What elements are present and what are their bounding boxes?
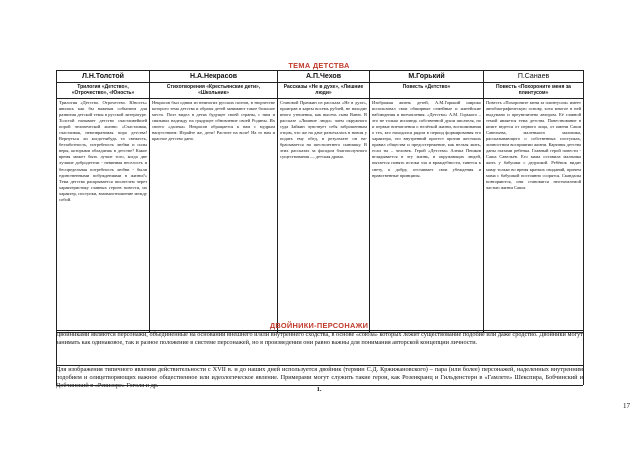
- author-chekhov: А.П.Чехов: [278, 71, 370, 83]
- work-chekhov: Рассказы «Не в духе», «Лишние люди»: [278, 83, 370, 99]
- list-number: 1.: [316, 386, 322, 393]
- doubles-heading: ДВОЙНИКИ-ПЕРСОНАЖИ: [269, 321, 369, 330]
- description-sanaev: Повесть «Похороните меня за плинтусом» имеет автобиографическую основу, хотя многое в ней выдумано и преувеличено автором. Её главной темой является тема детства. Повествование в книге ведется от первого лица, от имени Саши Савельева, маленького мальчика, рассказывающего о собственных поступках, личностном восприятии жизни. Картины детства даны глазами ребенка. Главный герой повести - Саша Савельев. Его мама оставила мальчика жить у бабушки с дедушкой. Ребёнок видит маму только во время кратких свиданий, причем мама с бабушкой постоянно ссорятся. Скандалы повторяются, они становятся неотъемлемой частью жизни Саши.: [484, 99, 584, 333]
- work-nekrasov: Стихотворения «Крестьянские дети», «Школьник»: [150, 83, 278, 99]
- author-nekrasov: Н.А.Некрасов: [150, 71, 278, 83]
- doubles-example-paragraph: Для изображения типичного явления действительности с XVII в. и до наших дней используется двойник (термин С.Д. Кржижановского) – пара (или более) персонажей, наделенных внутренним подобием и олицетворяющих важное общественное или идеологическое явление. Примерами могут служить такие герои, как Розенкранц и Гильденстерн в «Гамлете» Шекспира, Бобчинский и Добчинский в «Ревизоре» Гоголя и др.: [56, 366, 583, 390]
- descriptions-row: [57, 99, 584, 333]
- divider: [583, 330, 584, 385]
- author-sanaev: П.Санаев: [484, 71, 584, 83]
- work-sanaev: Повесть «Похороните меня за плинтусом»: [484, 83, 584, 99]
- author-tolstoy: Л.Н.Толстой: [57, 71, 150, 83]
- works-row: [57, 83, 584, 99]
- description-tolstoy: Трилогия «Детство. Отрочество. Юность» явилась как бы важным событием для развития детской темы в русской литературе. Толстой называет детство счастливейшей порой человеческой жизни: «Счастливая, счастливая, невозвратимая пора детства! Вернуться ли когда-нибудь та свежесть, беззаботность, потребность любви и силы веры, которыми обладаешь в детстве? Какое время может быть лучше того, когда две лучшие добродетели - невинная веселость и беспредельная потребность любви - были единственными побуждениями в жизни?» Тема детства раскрывается писателем через характеристику главных героев повести, их характер, поступки, взаимоотношение между собой.: [57, 99, 150, 333]
- work-tolstoy: Трилогия «Детство», «Отрочество», «Юность»: [57, 83, 150, 99]
- description-gorky: Изображая жизнь детей, А.М.Горький широко использовал свои обширные семейные и житейские наблюдения и впечатления. «Детство» А.М. Горького – это не только исповедь собственной души писателя, но и первые впечатления о нелёгкой жизни, воспоминания о тех, кто находился рядом в период формирования его характера, это внутренний протест против жестоких правил общества и предостережение, как нельзя жить, если ты – человек. Герой «Детства» Алеша Пешков вглядывается в эту жизнь, в окружающих людей, пытается понять истоки зла и враждебности, тянется к свету, к добру, отстаивает свои убеждения и нравственные принципы.: [370, 99, 484, 333]
- page-number: 17: [623, 402, 630, 410]
- work-gorky: Повесть «Детство»: [370, 83, 484, 99]
- doubles-definition-paragraph: Двойниками являются персонажи, объединенные на основании внешнего и/или внутреннего сходства, в основе «союза» которых лежит существование подобие или даже сродство. Двойники могут занимать как одинаковое, так и разное положение в системе персонажей, но в произведении они равно важны для понимания авторской концепции личности.: [56, 331, 583, 347]
- table-header-row: [57, 71, 584, 83]
- author-gorky: М.Горький: [370, 71, 484, 83]
- description-nekrasov: Некрасов был одним из немногих русских поэтов, в творчестве которого тема детства и образы детей занимают такое большое место. Поэт видел в детях будущее своей страны, с ним и связывал надежду на грядущее обновление своей Родины. Их своего «далека» Некрасов обращается к нам с мудрым напутствием: Играйте же, дети! Растите на воле! На то вам и красное детство дано.: [150, 99, 278, 333]
- description-chekhov: Становой Прачкин из рассказа «Не в духе», проиграв в карты восемь рублей, не находит иного утешения, как высечь сына Ваню. В рассказе «Лишние люди» чаем окружного суда Зайкин чувствует себя заброшенным отцом, что же на даче разъехалась в новом у подать ему обед, в результате он на-брасывается на шестилетнего сынишку. В этих рассказах за фасадом благополучного существования — детская драма.: [278, 99, 370, 333]
- section-title: ТЕМА ДЕТСТВА: [288, 61, 350, 70]
- childhood-theme-table: [56, 70, 584, 333]
